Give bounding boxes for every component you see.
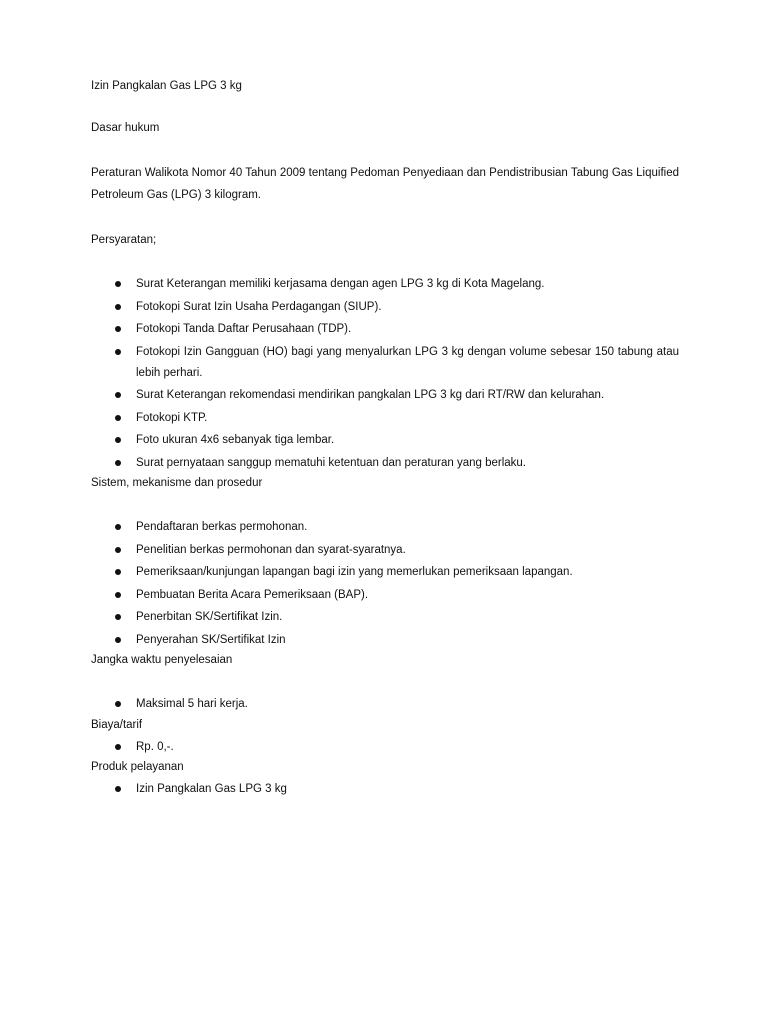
document-page bbox=[91, 78, 679, 802]
document-title: Izin Pangkalan Gas LPG 3 kg bbox=[91, 80, 242, 92]
list-item: Pemeriksaan/kunjungan lapangan bagi izin yang memerlukan pemeriksaan lapangan. bbox=[91, 562, 679, 583]
bullet-icon bbox=[115, 326, 121, 332]
heading-jangka-waktu: Jangka waktu penyelesaian bbox=[91, 654, 233, 666]
sistem-list bbox=[91, 517, 679, 651]
list-item: Maksimal 5 hari kerja. bbox=[91, 694, 679, 715]
produk-list bbox=[91, 779, 679, 800]
list-item: Rp. 0,-. bbox=[91, 737, 679, 758]
list-item: Fotokopi KTP. bbox=[91, 408, 679, 429]
bullet-icon bbox=[115, 281, 121, 287]
jangka-waktu-list bbox=[91, 694, 679, 715]
heading-sistem: Sistem, mekanisme dan prosedur bbox=[91, 477, 263, 489]
heading-dasar-hukum: Dasar hukum bbox=[91, 122, 160, 134]
list-item: Fotokopi Surat Izin Usaha Perdagangan (SIUP). bbox=[91, 297, 679, 318]
bullet-icon bbox=[115, 786, 121, 792]
list-item: Penyerahan SK/Sertifikat Izin bbox=[91, 630, 679, 651]
bullet-icon bbox=[115, 701, 121, 707]
heading-persyaratan: Persyaratan; bbox=[91, 234, 157, 246]
bullet-icon bbox=[115, 547, 121, 553]
bullet-icon bbox=[115, 349, 121, 355]
list-item: Surat pernyataan sanggup mematuhi ketentuan dan peraturan yang berlaku. bbox=[91, 453, 679, 474]
heading-produk: Produk pelayanan bbox=[91, 761, 184, 773]
list-item: Pembuatan Berita Acara Pemeriksaan (BAP). bbox=[91, 585, 679, 606]
list-item: Izin Pangkalan Gas LPG 3 kg bbox=[91, 779, 679, 800]
bullet-icon bbox=[115, 637, 121, 643]
bullet-icon bbox=[115, 415, 121, 421]
heading-biaya: Biaya/tarif bbox=[91, 718, 143, 731]
bullet-icon bbox=[115, 460, 121, 466]
bullet-icon bbox=[115, 592, 121, 598]
bullet-icon bbox=[115, 437, 121, 443]
list-item: Fotokopi Izin Gangguan (HO) bagi yang menyalurkan LPG 3 kg dengan volume sebesar 150 tabung atau lebih perhari. bbox=[91, 342, 679, 384]
list-item: Surat Keterangan memiliki kerjasama dengan agen LPG 3 kg di Kota Magelang. bbox=[91, 274, 679, 295]
list-item: Penelitian berkas permohonan dan syarat-syaratnya. bbox=[91, 540, 679, 561]
bullet-icon bbox=[115, 569, 121, 575]
biaya-list bbox=[91, 737, 679, 758]
list-item: Foto ukuran 4x6 sebanyak tiga lembar. bbox=[91, 430, 679, 451]
bullet-icon bbox=[115, 744, 121, 750]
bullet-icon bbox=[115, 524, 121, 530]
list-item: Pendaftaran berkas permohonan. bbox=[91, 517, 679, 538]
dasar-hukum-text: Peraturan Walikota Nomor 40 Tahun 2009 tentang Pedoman Penyediaan dan Pendistribusian Tabung Gas Liquified Petroleum Gas (LPG) 3 kilogram. bbox=[91, 167, 679, 201]
bullet-icon bbox=[115, 614, 121, 620]
list-item: Fotokopi Tanda Daftar Perusahaan (TDP). bbox=[91, 319, 679, 340]
bullet-icon bbox=[115, 304, 121, 310]
persyaratan-list bbox=[91, 274, 679, 474]
list-item: Penerbitan SK/Sertifikat Izin. bbox=[91, 607, 679, 628]
bullet-icon bbox=[115, 392, 121, 398]
list-item: Surat Keterangan rekomendasi mendirikan pangkalan LPG 3 kg dari RT/RW dan kelurahan. bbox=[91, 385, 679, 406]
